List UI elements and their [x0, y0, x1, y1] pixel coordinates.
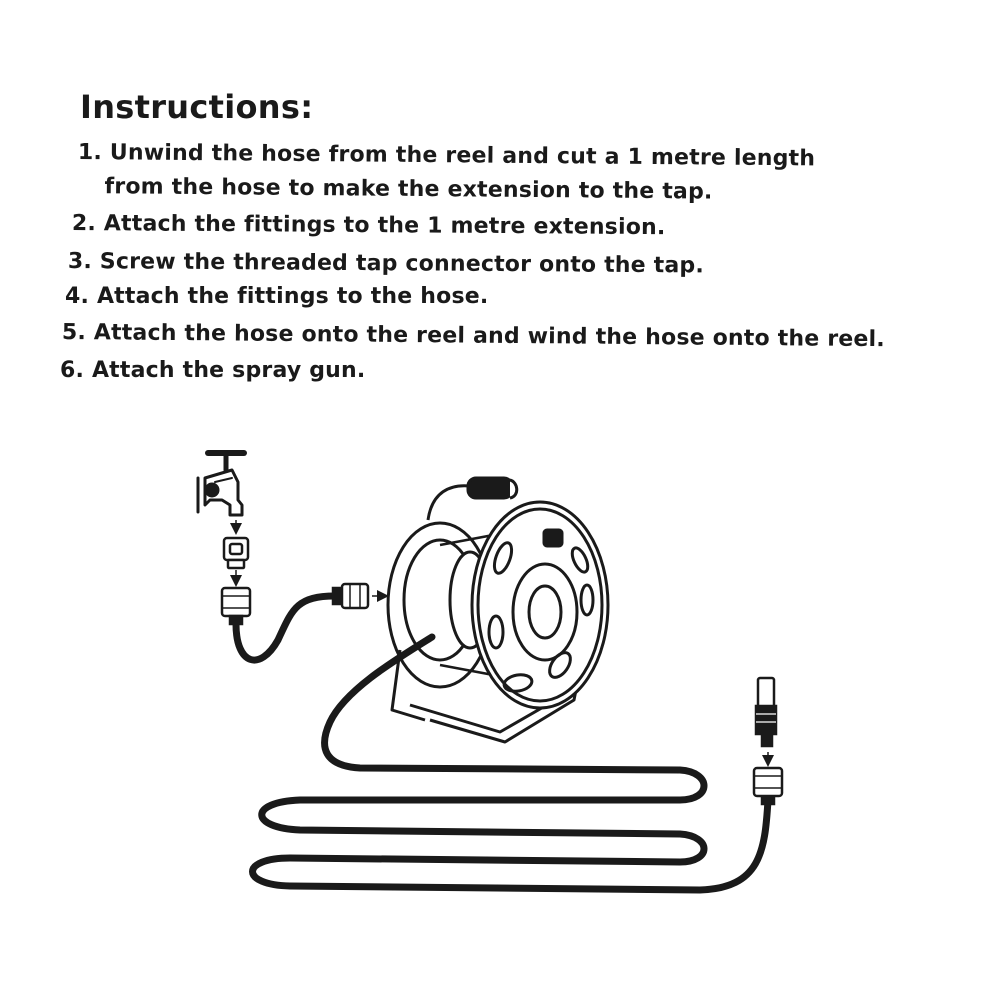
step-text: Attach the fittings to the 1 metre extension.	[103, 211, 666, 241]
page-title: Instructions:	[80, 88, 314, 126]
hose-connector-icon	[222, 588, 250, 624]
hose-reel-icon	[388, 478, 608, 742]
step-text-continuation: from the hose to make the extension to the tap.	[104, 174, 713, 205]
hose-connector-icon	[754, 768, 782, 804]
tap-connector-icon	[224, 538, 248, 568]
step-text: Unwind the hose from the reel and cut a 1 metre length	[109, 140, 816, 172]
step-number: 3.	[67, 249, 93, 275]
step-text: Attach the spray gun.	[91, 358, 366, 383]
step-number: 5.	[61, 320, 87, 346]
step-number: 6.	[60, 358, 85, 383]
spray-nozzle-icon	[756, 678, 776, 746]
tap-icon	[198, 453, 244, 515]
step-text: Attach the hose onto the reel and wind the hose onto the reel.	[93, 320, 885, 353]
step-number: 2.	[71, 211, 97, 237]
step-number: 4.	[65, 284, 90, 309]
hose-connector-icon	[333, 584, 368, 608]
step-number: 1.	[77, 140, 103, 166]
step-text: Screw the threaded tap connector onto the tap.	[99, 249, 705, 279]
step-text: Attach the fittings to the hose.	[96, 284, 489, 309]
